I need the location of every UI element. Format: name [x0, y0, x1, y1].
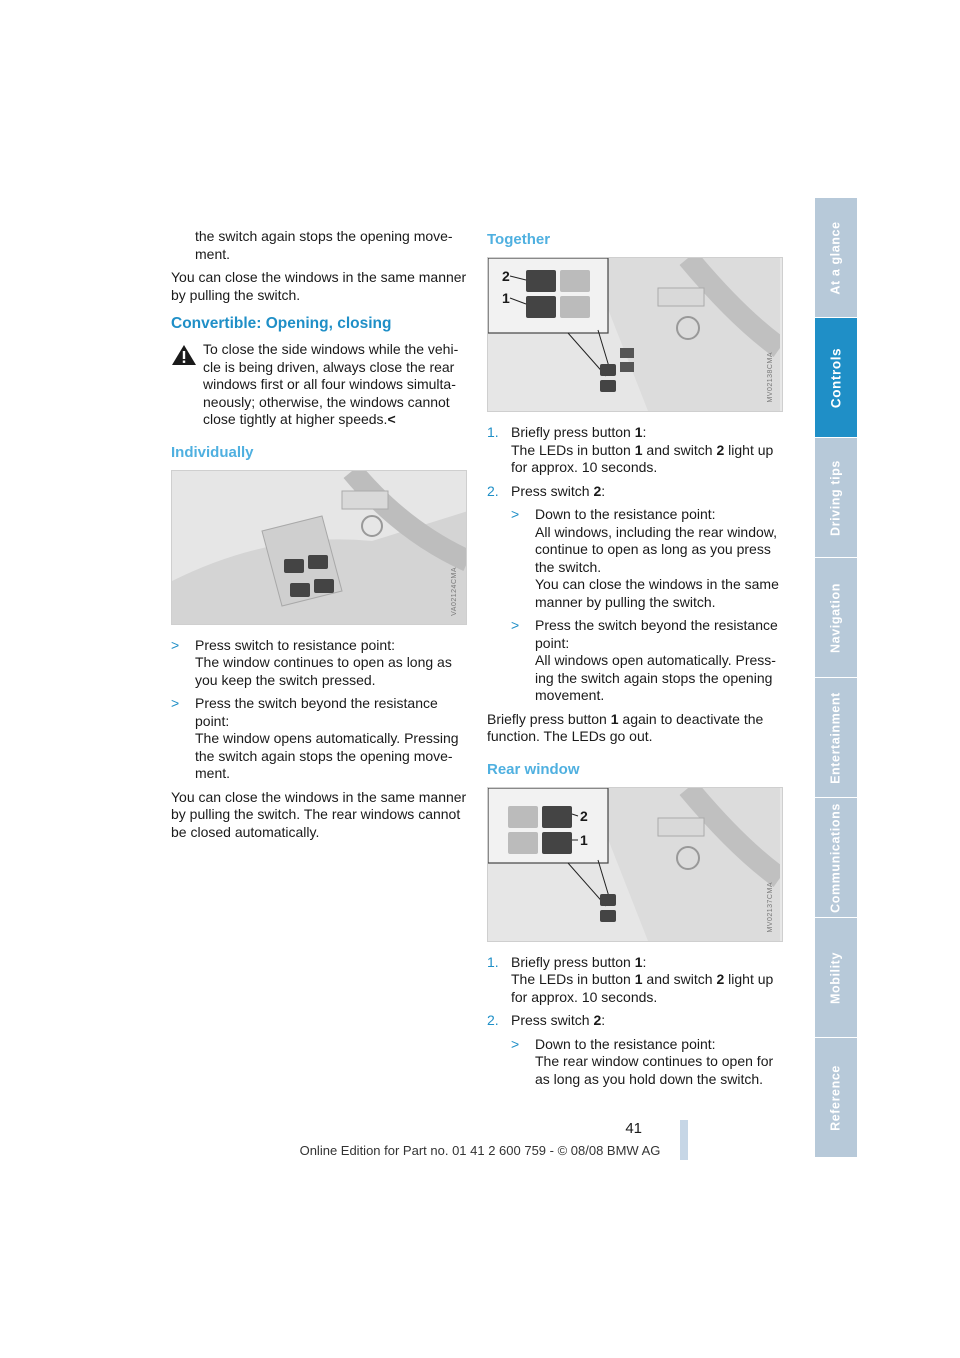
callout-label-2: 2	[502, 268, 510, 284]
tab-navigation[interactable]: Navigation	[815, 558, 857, 678]
list-item: 1. Briefly press button 1: The LEDs in button 1 and switch 2 light up for approx. 10 seconds.	[487, 424, 774, 475]
callout-label-1: 1	[502, 290, 510, 306]
tab-at-a-glance[interactable]: At a glance	[815, 198, 857, 318]
list-item: > Press the switch beyond the resistance point: All windows open automatically. Press-ing the switch again stops the opening movement.	[511, 617, 778, 703]
door-switch-illustration	[172, 471, 467, 624]
list-item: 2. Press switch 2:	[487, 1012, 606, 1028]
list-item: > Down to the resistance point: All windows, including the rear window, continue to open as long as you press the switch. You can close the windows in the same manner by pulling the switch.	[511, 506, 779, 610]
figure-code: MV02138CMA	[766, 352, 774, 403]
subheading-rear-window: Rear window	[487, 760, 580, 778]
list-item: 2. Press switch 2:	[487, 482, 606, 499]
bullet-mark: >	[171, 636, 180, 653]
right-column	[487, 228, 783, 1094]
warning-text: To close the side windows while the vehi-cle is being driven, always close the rear windows first or all four windows simulta-neously; otherwise, the windows cannot close tightly at higher speeds.<	[203, 341, 459, 427]
tab-communications[interactable]: Communications	[815, 798, 857, 918]
chapter-tab-bar	[815, 198, 857, 1160]
door-switch-illustration	[488, 258, 780, 411]
sub-list	[487, 1036, 783, 1089]
deactivate-note: Briefly press button 1 again to deactivate the function. The LEDs go out.	[487, 710, 764, 744]
list-item: 1. Briefly press button 1: The LEDs in button 1 and switch 2 light up for approx. 10 seconds.	[487, 953, 774, 1005]
section-heading-convertible: Convertible: Opening, closing	[171, 315, 392, 332]
list-item: > Down to the resistance point: The rear window continues to open for as long as you hold down the switch.	[511, 1035, 774, 1087]
tab-controls[interactable]: Controls	[815, 318, 857, 438]
left-column	[171, 228, 467, 847]
door-switch-illustration	[488, 788, 780, 941]
warning-icon	[171, 344, 197, 366]
callout-label-2: 2	[580, 807, 588, 824]
sub-list	[487, 506, 783, 705]
figure-individually	[171, 470, 467, 625]
callout-label-1: 1	[580, 831, 588, 848]
figure-rear-window	[487, 787, 783, 942]
list-item: > Press the switch beyond the resistance point: The window opens automatically. Pressing the switch again stops the opening move-ment.	[171, 695, 459, 781]
closing-note: You can close the windows in the same manner by pulling the switch. The rear windows cannot be closed automatically.	[171, 788, 467, 840]
figure-code: VA02124CMA	[450, 566, 458, 616]
warning-block	[171, 341, 467, 429]
subheading-together: Together	[487, 231, 551, 248]
figure-together	[487, 257, 783, 412]
subheading-individually: Individually	[171, 443, 254, 461]
tab-reference[interactable]: Reference	[815, 1038, 857, 1158]
page-number: 41	[625, 1120, 642, 1137]
tab-entertainment[interactable]: Entertainment	[815, 678, 857, 798]
footer-edition-note: Online Edition for Part no. 01 41 2 600 759 - © 08/08 BMW AG	[299, 1143, 661, 1158]
tab-driving-tips[interactable]: Driving tips	[815, 438, 857, 558]
continued-text: the switch again stops the opening move-ment.	[195, 228, 453, 262]
figure-code: MV02137CMA	[766, 881, 774, 933]
bullet-mark: >	[171, 695, 180, 711]
close-note: You can close the windows in the same manner by pulling the switch.	[171, 269, 467, 303]
tab-mobility[interactable]: Mobility	[815, 918, 857, 1038]
list-item: > Press switch to resistance point: The window continues to open as long as you keep the switch pressed.	[171, 636, 452, 688]
